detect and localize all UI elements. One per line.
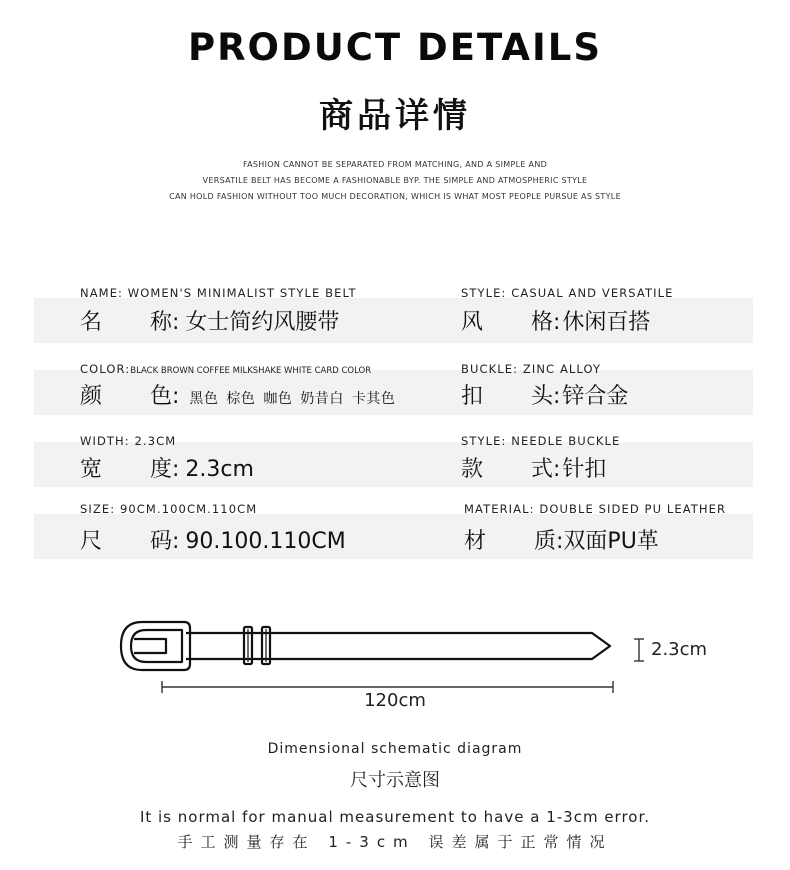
spec-key: 名 bbox=[80, 310, 103, 335]
spec-key: 称: bbox=[150, 310, 180, 335]
spec-value: 2.3cm bbox=[185, 457, 254, 482]
page-subtitle-zh: 商品详情 bbox=[319, 96, 471, 136]
spec-key: 扣 bbox=[461, 384, 484, 409]
spec-key: 颜 bbox=[80, 384, 103, 409]
measurement-note-en: It is normal for manual measurement to have a 1-3cm error. bbox=[139, 808, 651, 826]
spec-value: 锌合金 bbox=[562, 384, 629, 409]
spec-key: 度: bbox=[150, 457, 180, 482]
spec-value: 女士简约风腰带 bbox=[185, 310, 340, 335]
color-option: 奶昔白 bbox=[300, 391, 344, 407]
spec-size-en: SIZE: 90CM.100CM.110CM bbox=[80, 502, 258, 516]
spec-material-en: MATERIAL: DOUBLE SIDED PU LEATHER bbox=[464, 502, 727, 516]
diagram-caption-zh: 尺寸示意图 bbox=[350, 770, 440, 791]
belt-width-label: 2.3cm bbox=[651, 639, 708, 660]
spec-key: 头: bbox=[531, 384, 561, 409]
spec-value: 90.100.110CM bbox=[185, 529, 346, 554]
color-option: 黑色 bbox=[189, 391, 219, 407]
spec-key: 材 bbox=[464, 529, 487, 554]
spec-key: 尺 bbox=[80, 529, 103, 554]
color-option: 卡其色 bbox=[351, 391, 396, 407]
spec-key: 色: bbox=[150, 384, 180, 409]
spec-color-en-label: COLOR: bbox=[80, 362, 131, 376]
page-title: PRODUCT DETAILS bbox=[187, 26, 603, 69]
intro-line: CAN HOLD FASHION WITHOUT TOO MUCH DECORATION, WHICH IS WHAT MOST PEOPLE PURSUE AS STYLE bbox=[169, 192, 621, 201]
spec-key: 宽 bbox=[80, 457, 103, 482]
spec-value: 休闲百搭 bbox=[562, 310, 651, 335]
spec-key: 风 bbox=[461, 310, 484, 335]
width-dimension bbox=[634, 639, 644, 661]
spec-width-en: WIDTH: 2.3CM bbox=[80, 434, 177, 448]
spec-color-en-values: BLACK BROWN COFFEE MILKSHAKE WHITE CARD COLOR bbox=[130, 366, 372, 376]
belt-length-label: 120cm bbox=[364, 690, 426, 711]
diagram-caption-en: Dimensional schematic diagram bbox=[267, 741, 523, 757]
spec-value: 针扣 bbox=[562, 457, 607, 482]
spec-style-en: STYLE: CASUAL AND VERSATILE bbox=[461, 286, 674, 300]
intro-line: FASHION CANNOT BE SEPARATED FROM MATCHING, AND A SIMPLE AND bbox=[242, 160, 548, 169]
measurement-note-zh: 手工测量存在 1-3cm 误差属于正常情况 bbox=[177, 833, 613, 851]
spec-key: 格: bbox=[531, 310, 561, 335]
intro-line: VERSATILE BELT HAS BECOME A FASHIONABLE BYP. THE SIMPLE AND ATMOSPHERIC STYLE bbox=[202, 176, 588, 185]
spec-buckle-en: BUCKLE: ZINC ALLOY bbox=[461, 362, 602, 376]
spec-key: 款 bbox=[461, 457, 484, 482]
spec-key: 式: bbox=[531, 457, 561, 482]
color-option: 棕色 bbox=[226, 391, 256, 407]
spec-key: 质: bbox=[534, 529, 564, 554]
spec-key: 码: bbox=[150, 529, 180, 554]
belt-buckle-opening bbox=[131, 630, 182, 662]
spec-value: 双面PU革 bbox=[563, 529, 659, 554]
belt-strap bbox=[186, 633, 610, 659]
color-option: 咖色 bbox=[263, 391, 293, 407]
spec-name-en: NAME: WOMEN'S MINIMALIST STYLE BELT bbox=[80, 286, 357, 300]
belt-buckle-prong bbox=[134, 639, 166, 653]
spec-style2-en: STYLE: NEEDLE BUCKLE bbox=[461, 434, 621, 448]
